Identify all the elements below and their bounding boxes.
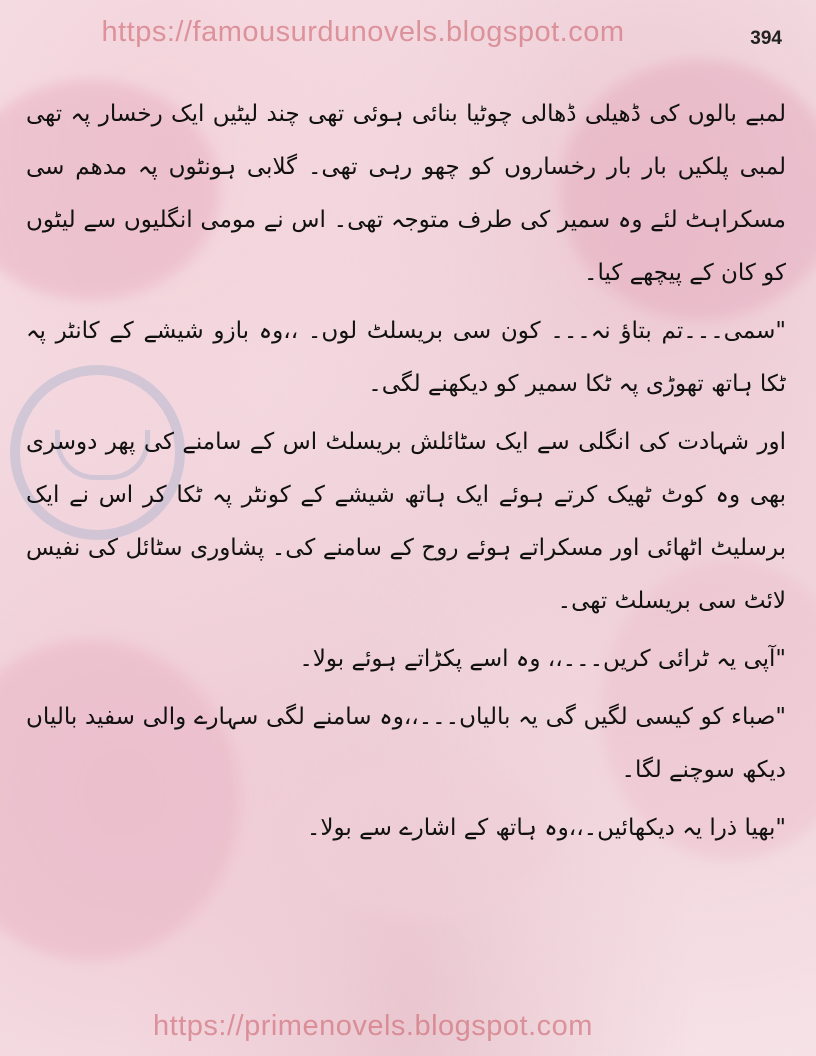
page-number: 394 <box>750 28 782 49</box>
header-url[interactable]: https://famousurdunovels.blogspot.com <box>101 16 625 48</box>
paragraph: "بھیا ذرا یہ دیکھائیں۔،،وہ ہاتھ کے اشارے سے بولا۔ <box>306 815 786 841</box>
paragraph: "صباء کو کیسی لگیں گی یہ بالیاں۔۔۔،،وہ سامنے لگی سہارے والی سفید بالیاں دیکھ سوچنے لگا۔ <box>26 704 786 783</box>
page-body <box>26 88 786 860</box>
footer-url[interactable]: https://primenovels.blogspot.com <box>153 1010 593 1042</box>
paragraph: "آپی یہ ٹرائی کریں۔۔۔،، وہ اسے پکڑاتے ہوئے بولا۔ <box>299 646 786 672</box>
paragraph: "سمی۔۔۔تم بتاؤ نہ۔۔۔ کون سی بریسلٹ لوں۔ ،،وہ بازو شیشے کے کانٹر پہ ٹکا ہاتھ تھوڑی پہ ٹکا سمیر کو دیکھنے لگی۔ <box>26 318 786 397</box>
paragraph: اور شہادت کی انگلی سے ایک سٹائلش بریسلٹ اس کے سامنے کی پھر دوسری بھی وہ کوٹ ٹھیک کرتے ہوئے ایک ہاتھ شیشے کے کونٹر پہ ٹکا کر اس نے ایک برسلیٹ اٹھائی اور مسکراتے ہوئے روح کے سامنے کی۔ پشاوری سٹائل کی نفیس لائٹ سی بریسلٹ تھی۔ <box>26 429 786 614</box>
paragraph: لمبے بالوں کی ڈھیلی ڈھالی چوٹیا بنائی ہوئی تھی چند لیٹیں ایک رخسار پہ تھی لمبی پلکیں بار بار رخساروں کو چھو رہی تھی۔ گلابی ہونٹوں پہ مدھم سی مسکراہٹ لئے وہ سمیر کی طرف متوجہ تھی۔ اس نے مومی انگلیوں سے لیٹوں کو کان کے پیچھے کیا۔ <box>26 101 786 286</box>
